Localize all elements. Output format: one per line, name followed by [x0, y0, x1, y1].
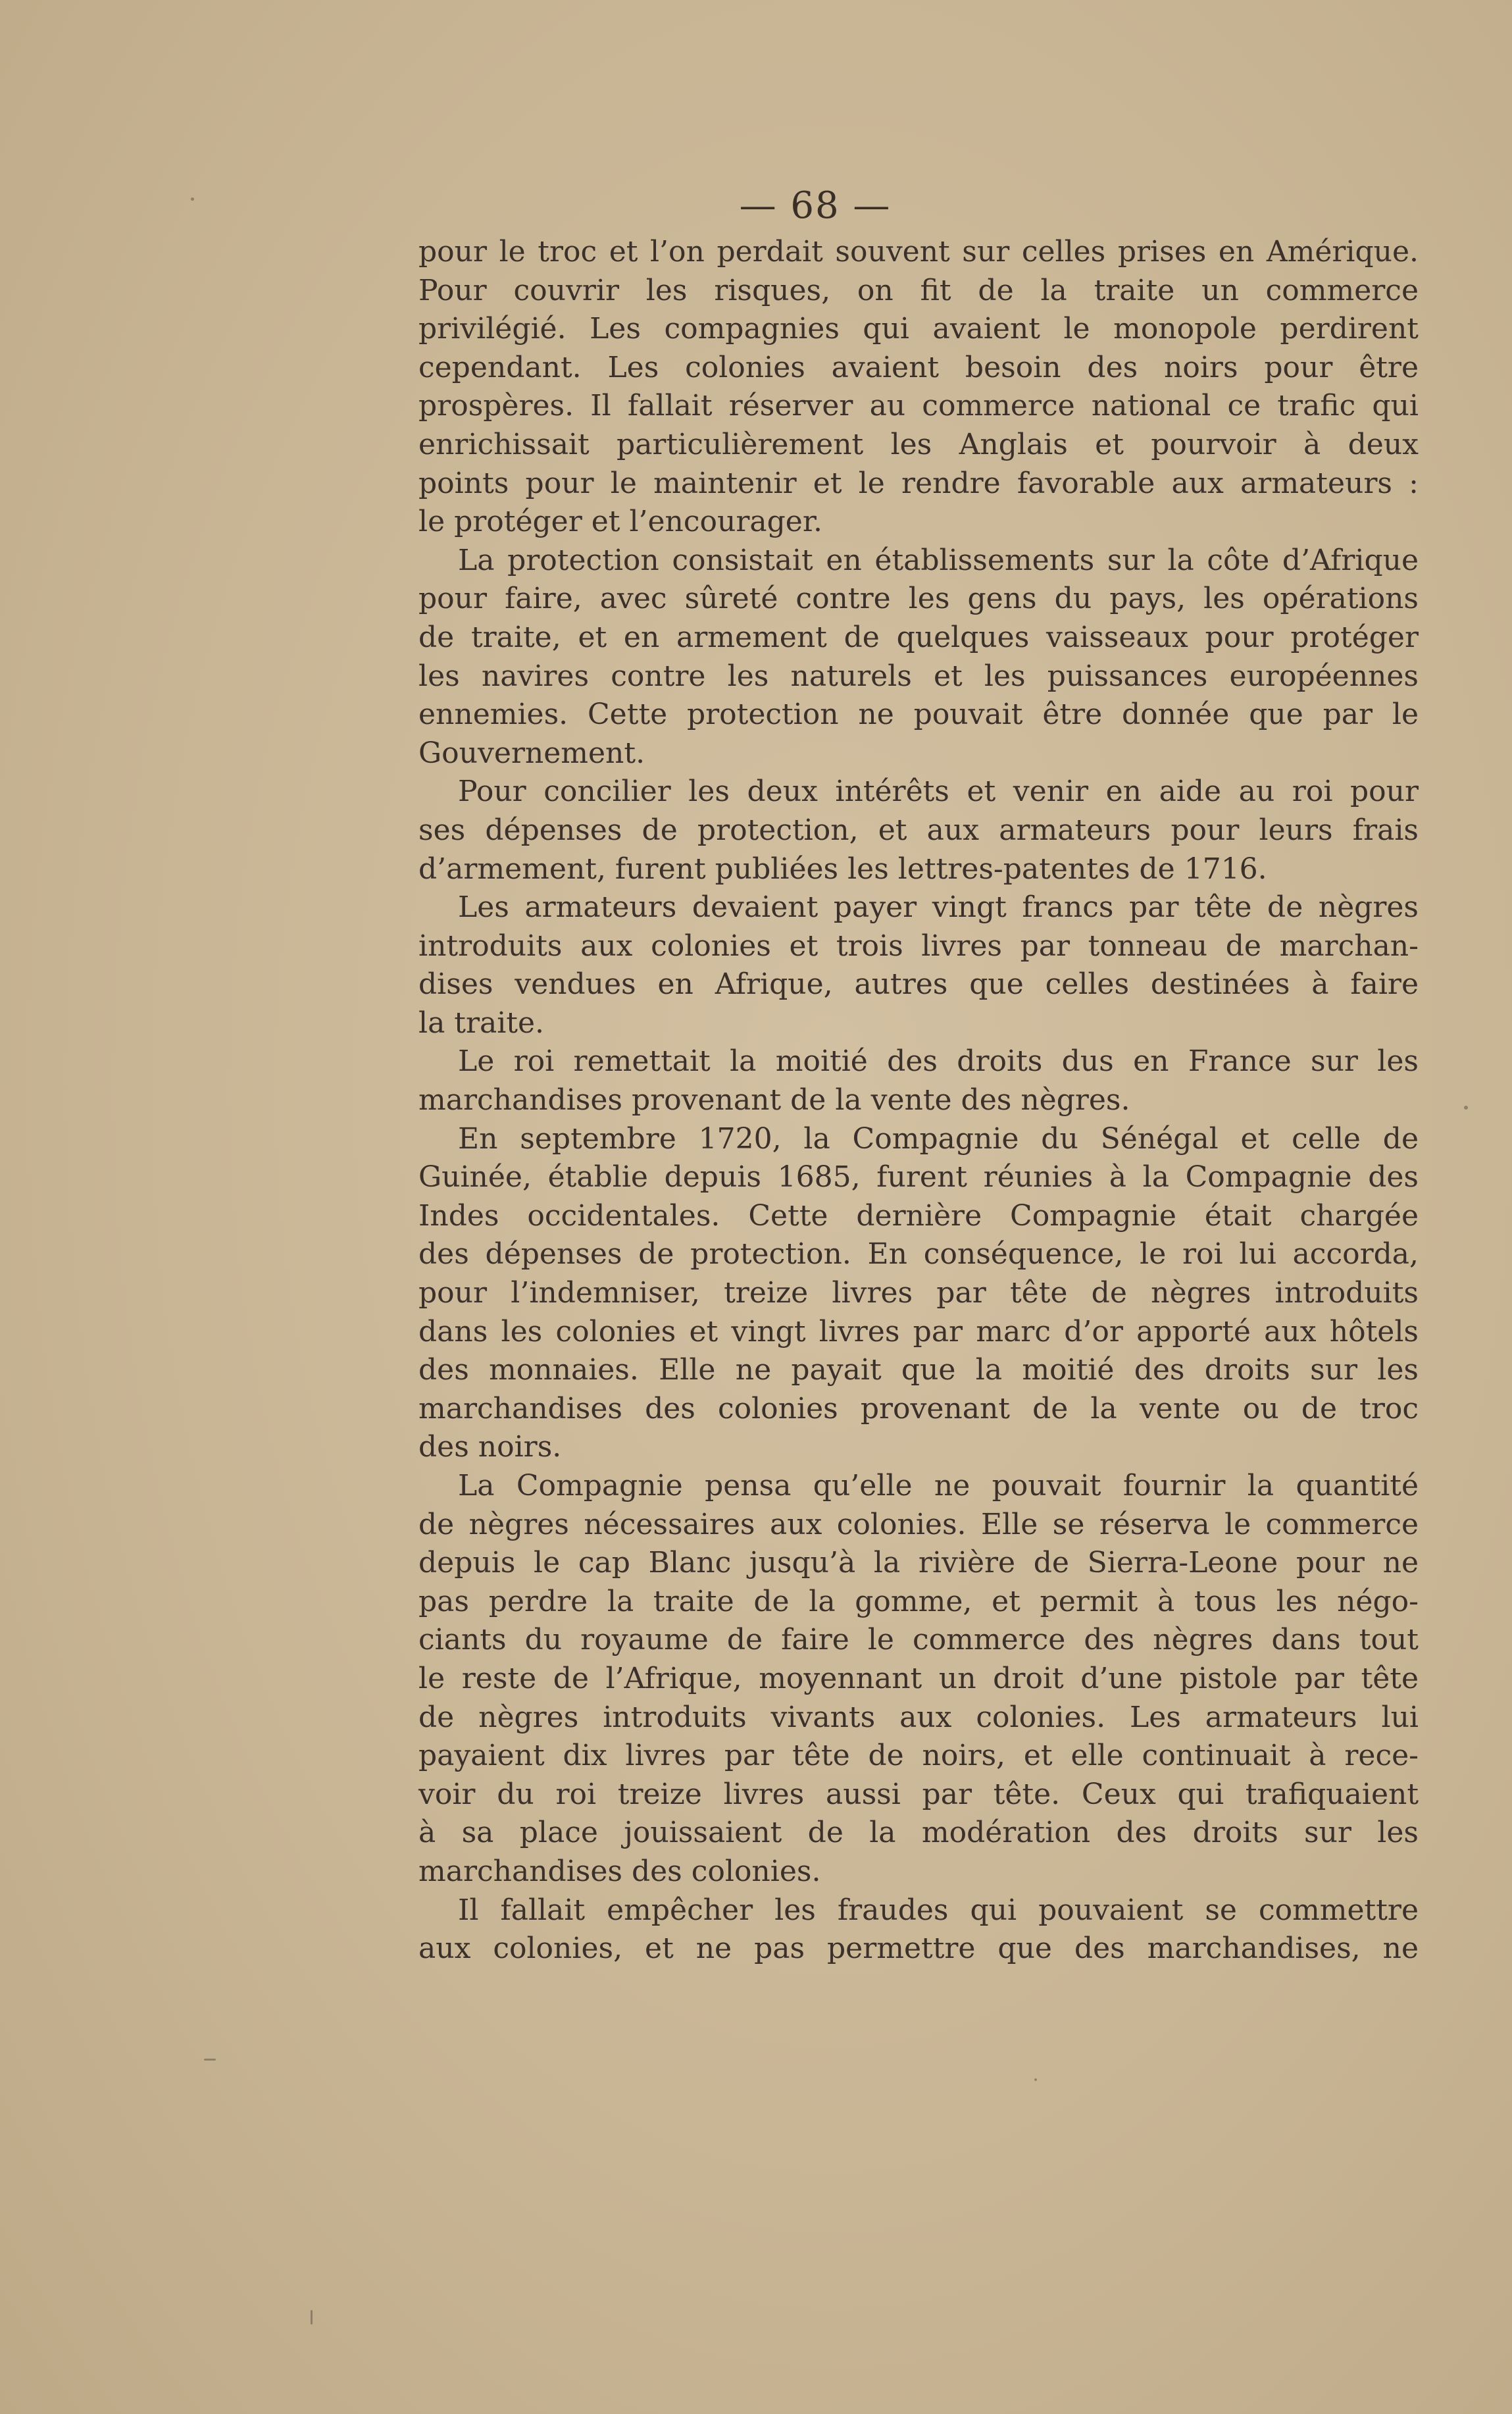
text-line: la traite. — [418, 1006, 545, 1040]
paragraph — [418, 1042, 1419, 1119]
text-line: Le roi remettait la moitié des droits dus en France sur les — [458, 1044, 1419, 1079]
text-line: les navires contre les naturels et les puissances européennes — [418, 659, 1419, 693]
text-line: En septembre 1720, la Compagnie du Sénégal et celle de — [458, 1121, 1419, 1156]
text-line: des noirs. — [418, 1430, 562, 1464]
text-line: privilégié. Les compagnies qui avaient le monopole perdirent — [418, 312, 1419, 346]
text-line: ses dépenses de protection, et aux armateurs pour leurs frais — [418, 813, 1419, 847]
text-line: marchandises des colonies. — [418, 1854, 821, 1888]
text-line: points pour le maintenir et le rendre favorable aux armateurs : — [418, 466, 1419, 500]
text-line: introduits aux colonies et trois livres par tonneau de marchan- — [418, 929, 1419, 963]
text-line: Gouvernement. — [418, 736, 645, 770]
text-line: des dépenses de protection. En conséquence, le roi lui accorda, — [418, 1237, 1419, 1271]
paragraph — [418, 888, 1419, 1042]
paper-speck — [204, 2059, 216, 2061]
text-line: depuis le cap Blanc jusqu’à la rivière de Sierra-Leone pour ne — [418, 1546, 1419, 1580]
text-line: Pour couvrir les risques, on fit de la traite un commerce — [418, 273, 1419, 307]
paragraph — [418, 542, 1419, 773]
text-line: le protéger et l’encourager. — [418, 505, 823, 539]
text-line: pour faire, avec sûreté contre les gens du pays, les opérations — [418, 582, 1419, 616]
text-line: Indes occidentales. Cette dernière Compagnie était chargée — [418, 1198, 1419, 1233]
text-line: à sa place jouissaient de la modération des droits sur les — [418, 1816, 1419, 1850]
text-line: prospères. Il fallait réserver au commerce national ce trafic qui — [418, 389, 1419, 423]
text-line: payaient dix livres par tête de noirs, et elle continuait à rece- — [418, 1739, 1419, 1773]
text-line: de nègres introduits vivants aux colonies. Les armateurs lui — [418, 1700, 1419, 1734]
text-line: ennemies. Cette protection ne pouvait être donnée que par le — [418, 698, 1419, 732]
text-line: voir du roi treize livres aussi par tête. Ceux qui trafiquaient — [418, 1777, 1419, 1811]
text-line: de nègres nécessaires aux colonies. Elle se réserva le commerce — [418, 1507, 1419, 1541]
text-line: le reste de l’Afrique, moyennant un droit d’une pistole par tête — [418, 1661, 1419, 1695]
paragraph — [418, 1891, 1419, 1968]
text-line: dises vendues en Afrique, autres que celles destinées à faire — [418, 967, 1419, 1002]
text-line: dans les colonies et vingt livres par marc d’or apporté aux hôtels — [418, 1314, 1419, 1348]
text-line: Pour concilier les deux intérêts et venir en aide au roi pour — [458, 775, 1419, 809]
text-line: d’armement, furent publiées les lettres-patentes de 1716. — [418, 852, 1267, 886]
text-line: aux colonies, et ne pas permettre que des marchandises, ne — [418, 1932, 1419, 1966]
text-line: de traite, et en armement de quelques vaisseaux pour protéger — [418, 620, 1419, 654]
body-text — [418, 233, 1419, 1968]
text-line: La Compagnie pensa qu’elle ne pouvait fournir la quantité — [458, 1469, 1419, 1502]
text-line: Les armateurs devaient payer vingt francs par tête de nègres — [458, 890, 1419, 925]
text-line: marchandises provenant de la vente des nègres. — [418, 1083, 1130, 1117]
text-line: pas perdre la traite de la gomme, et permit à tous les négo- — [418, 1584, 1419, 1618]
text-line: La protection consistait en établissements sur la côte d’Afrique — [458, 543, 1419, 577]
text-line: enrichissait particulièrement les Anglais et pourvoir à deux — [418, 427, 1419, 461]
text-line: des monnaies. Elle ne payait que la moitié des droits sur les — [418, 1353, 1419, 1387]
paper-speck — [1464, 1106, 1468, 1110]
text-line: pour l’indemniser, treize livres par tête de nègres introduits — [418, 1276, 1419, 1310]
paragraph — [418, 1467, 1419, 1891]
paper-speck — [311, 2310, 313, 2324]
page-number: — 68 — — [739, 184, 892, 227]
paragraph — [418, 773, 1419, 888]
text-line: pour le troc et l’on perdait souvent sur celles prises en Amérique. — [418, 235, 1419, 269]
paragraph — [418, 1120, 1419, 1467]
text-line: marchandises des colonies provenant de la vente ou de troc — [418, 1391, 1419, 1425]
paragraph — [418, 233, 1419, 542]
text-line: cependant. Les colonies avaient besoin des noirs pour être — [418, 350, 1419, 384]
paper-speck — [191, 197, 194, 201]
text-line: Guinée, établie depuis 1685, furent réunies à la Compagnie des — [418, 1160, 1419, 1194]
text-line: Il fallait empêcher les fraudes qui pouvaient se commettre — [458, 1893, 1419, 1927]
paper-speck — [1034, 2078, 1037, 2081]
text-line: ciants du royaume de faire le commerce des nègres dans tout — [418, 1623, 1419, 1657]
